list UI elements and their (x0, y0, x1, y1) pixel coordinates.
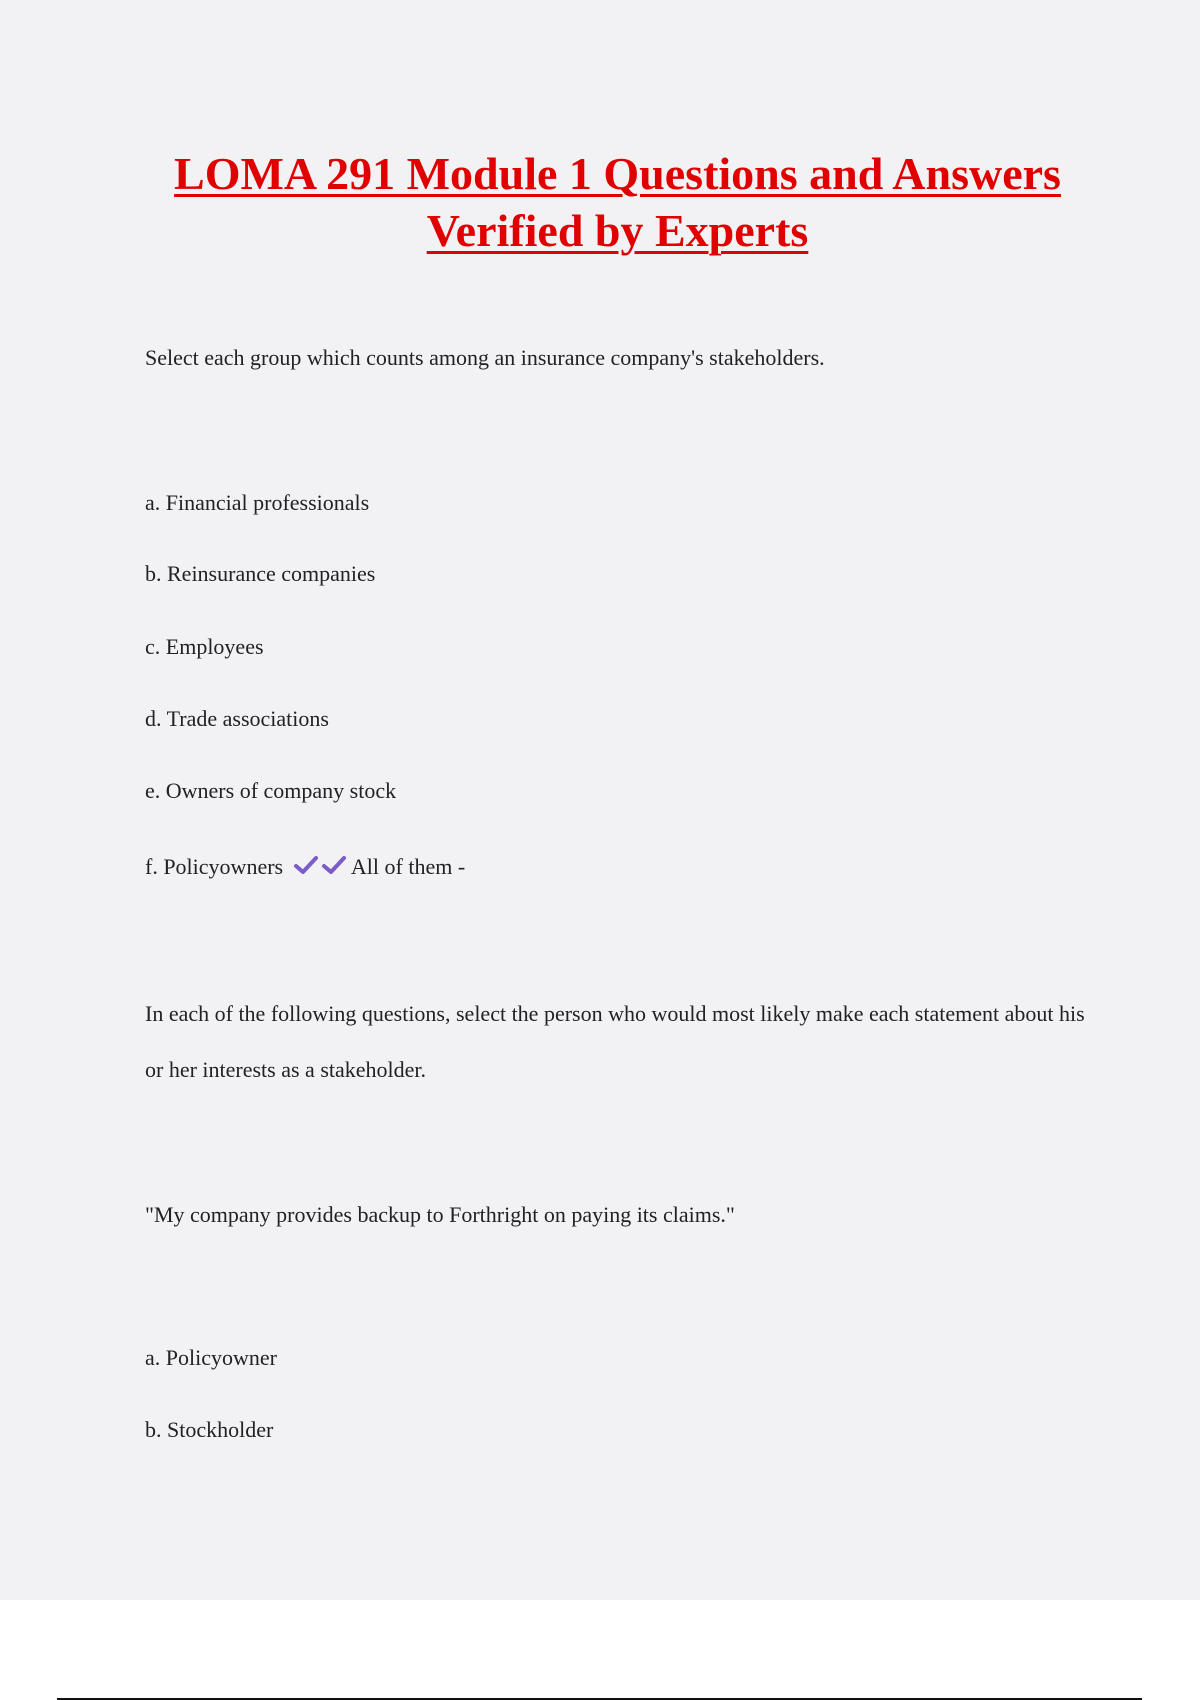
check-icon (293, 854, 319, 883)
question-1-answer: All of them - (350, 854, 466, 879)
question-2-option-b: b. Stockholder (145, 1417, 274, 1442)
title-line-1: LOMA 291 Module 1 Questions and Answers (174, 148, 1061, 199)
check-icon (321, 854, 347, 883)
question-1-option-e: e. Owners of company stock (145, 778, 397, 803)
question-1-option-d: d. Trade associations (145, 706, 329, 731)
question-2-prompt: "My company provides backup to Forthright on paying its claims." (145, 1202, 735, 1227)
question-1-option-b: b. Reinsurance companies (145, 561, 376, 586)
question-1-option-a: a. Financial professionals (145, 490, 370, 515)
question-1-prompt: Select each group which counts among an insurance company's stakeholders. (145, 345, 825, 370)
question-2-option-a: a. Policyowner (145, 1345, 277, 1370)
title-line-2: Verified by Experts (426, 205, 809, 256)
page-footer (0, 1600, 1200, 1700)
question-1-option-c: c. Employees (145, 634, 264, 659)
question-1-option-f-row (145, 853, 465, 883)
instructions-paragraph: In each of the following questions, select the person who would most likely make each statement about his or her interests as a stakeholder. (145, 1001, 1085, 1082)
document-title (100, 145, 1135, 259)
question-1-option-f: f. Policyowners (145, 854, 284, 879)
